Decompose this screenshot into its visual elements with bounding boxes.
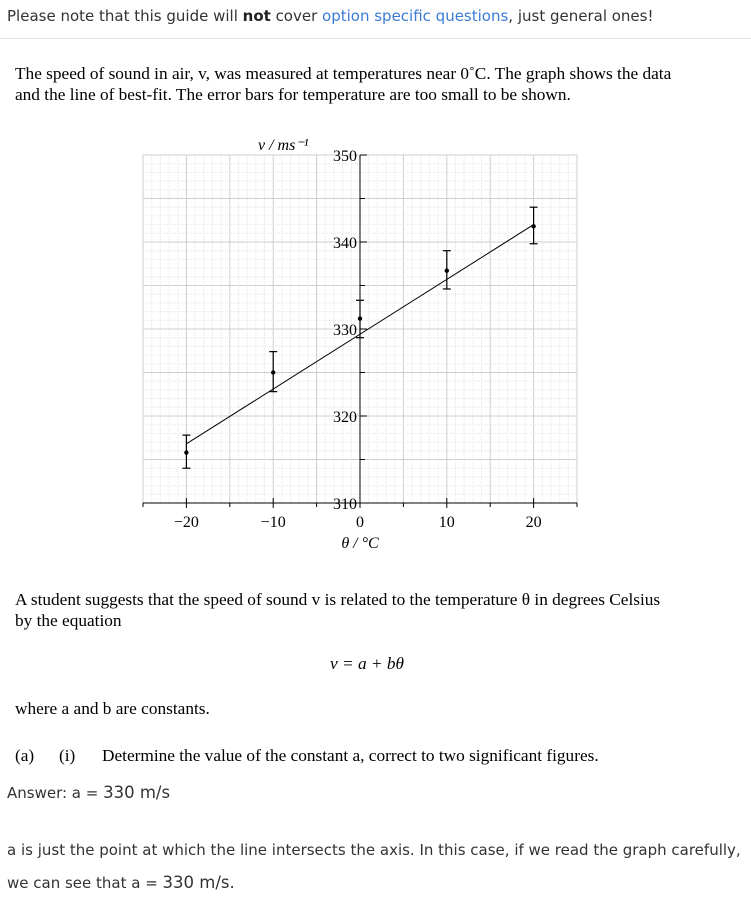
constants-note: where a and b are constants. xyxy=(15,699,210,718)
explanation-line-2 xyxy=(7,873,235,892)
question-a-i xyxy=(15,745,599,766)
answer xyxy=(7,783,170,802)
y-tick-label: 330 xyxy=(333,322,357,339)
data-point xyxy=(271,370,275,374)
question-intro xyxy=(15,63,735,105)
y-tick-label: 340 xyxy=(333,235,357,252)
intro-line-2: and the line of best-fit. The error bars for temperature are too small to be shown. xyxy=(15,85,571,104)
y-tick-label: 320 xyxy=(333,409,357,426)
y-tick-label: 310 xyxy=(333,496,357,513)
x-tick-label: 10 xyxy=(438,514,455,531)
note-mid: cover xyxy=(270,7,323,25)
data-point xyxy=(531,224,535,228)
explanation-line-1: a is just the point at which the line intersects the axis. In this case, if we read the graph carefully, xyxy=(7,841,741,859)
x-tick-label: 0 xyxy=(356,514,364,531)
suggest-line-2: by the equation xyxy=(15,611,122,630)
question-part: (a) xyxy=(15,746,35,765)
note-prefix: Please note that this guide will xyxy=(7,7,243,25)
answer-value: 330 m/s xyxy=(103,783,171,802)
note-bold: not xyxy=(242,7,271,25)
data-point xyxy=(445,269,449,273)
guide-note xyxy=(7,7,654,25)
speed-temperature-graph xyxy=(0,130,751,560)
explanation-value: 330 m/s. xyxy=(162,873,235,892)
student-suggestion xyxy=(15,589,735,631)
option-questions-link[interactable]: option specific questions xyxy=(322,7,509,25)
question-subpart: (i) xyxy=(59,746,76,765)
intro-line-1: The speed of sound in air, v, was measured at temperatures near 0˚C. The graph shows the data xyxy=(15,64,672,83)
question-text: Determine the value of the constant a, correct to two significant figures. xyxy=(102,746,599,765)
divider xyxy=(0,38,751,39)
note-suffix: , just general ones! xyxy=(508,7,654,25)
suggest-line-1: A student suggests that the speed of sound v is related to the temperature θ in degrees Celsius xyxy=(15,590,661,609)
x-axis-label: θ / °C xyxy=(341,535,379,552)
x-tick-label: −10 xyxy=(260,514,286,531)
x-tick-label: −20 xyxy=(173,514,199,531)
y-axis-label: v / ms⁻¹ xyxy=(258,137,309,154)
graph-tick-labels xyxy=(174,148,542,531)
answer-label: Answer: a = xyxy=(7,784,104,802)
data-point xyxy=(358,316,362,320)
equation: v = a + bθ xyxy=(330,654,405,673)
data-point xyxy=(184,450,188,454)
explanation-prefix: we can see that a = xyxy=(7,874,163,892)
y-tick-label: 350 xyxy=(333,148,357,165)
x-tick-label: 20 xyxy=(525,514,542,531)
